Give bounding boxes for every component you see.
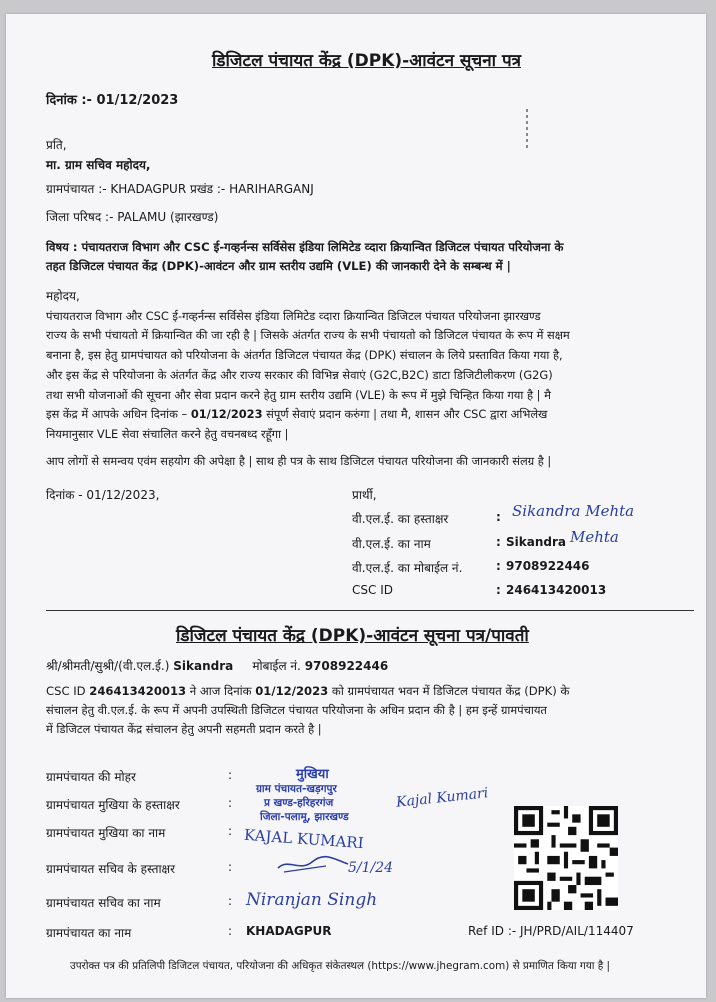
receipt-mobile-value: 9708922446 (304, 659, 389, 673)
to-label: प्रति, (46, 138, 67, 152)
body-line-6 (46, 407, 547, 422)
body-line-6-date: 01/12/2023 (190, 407, 263, 421)
section-divider (46, 610, 694, 611)
vle-name-colon: : (496, 535, 501, 549)
to-addressee: मा. ग्राम सचिव महोदय, (46, 158, 151, 172)
gp-head-signature-handwritten: Kajal Kumari (395, 785, 489, 811)
receipt-title: डिजिटल पंचायत केंद्र (DPK)-आवंटन सूचना पत्र/पावती (176, 626, 529, 646)
receipt-date: 01/12/2023 (255, 684, 329, 698)
body-line-4: और इस केंद्र से परियोजना के अंतर्गत केंद्र और राज्य सरकार की विभिन्न सेवाएं (G2C,B2C) डाटा डिजिटीलीकरण (G2G) (46, 368, 553, 382)
body-line-6-a: इस केंद्र में आपके अधिन दिनांक – (46, 407, 191, 421)
vle-mobile-label: वी.एल.ई. का मोबाईल नं. (352, 561, 463, 575)
body-line-8: आप लोगों से समन्वय एवंम सहयोग की अपेक्षा है | साथ ही पत्र के साथ डिजिटल पंचायत परियोजना की जानकारी संलग्र है | (46, 454, 552, 468)
gp-name-label: ग्रामपंचायत का नाम (46, 926, 132, 940)
letter-date: दिनांक :- 01/12/2023 (46, 93, 179, 108)
body-line-5: तथा सभी योजनाओं की सूचना और सेवा प्रदान करने हेतु ग्राम स्तरीय उद्यमि (VLE) के रूप में मुझे चिन्हित किया गया है | मै (46, 388, 551, 402)
qr-code (514, 806, 618, 910)
vle-name-value: Sikandra (506, 535, 566, 549)
receipt-vle-line (46, 657, 388, 674)
gp-seal-label: ग्रामपंचायत की मोहर (46, 770, 136, 784)
receipt-text-a: ने आज दिनांक (186, 684, 256, 698)
body-line-3: बनाना है, इस हेतु ग्रामपंचायत को परियोजना के अंतर्गत डिजिटल पंचायत केंद्र (DPK) संचालन के लिये प्रस्तावित किया गया है, (46, 348, 563, 362)
salutation: महोदय, (46, 289, 80, 303)
vle-csc-label: CSC ID (352, 583, 393, 597)
letter-page (6, 14, 706, 998)
gp-head-name-label: ग्रामपंचायत मुखिया का नाम (46, 826, 166, 840)
gp-secretary-signature-scribble (274, 852, 354, 876)
panchayat-line: ग्रामपंचायत :- KHADAGPUR प्रखंड :- HARIHARGANJ (46, 182, 314, 196)
letter-title: डिजिटल पंचायत केंद्र (DPK)-आवंटन सूचना पत्र (212, 51, 522, 71)
vle-mobile-colon: : (496, 559, 501, 573)
gp-secretary-name-colon: : (228, 894, 233, 908)
gp-head-signature-colon: : (228, 796, 233, 810)
gp-name-colon: : (228, 924, 233, 938)
vle-name-label: वी.एल.ई. का नाम (352, 537, 431, 551)
vle-signature-label: वी.एल.ई. का हस्ताक्षर (352, 512, 449, 526)
vle-csc-value: 246413420013 (506, 583, 607, 597)
receipt-csc-label: CSC ID (46, 684, 90, 698)
gp-secretary-signature-date: 5/1/24 (348, 860, 394, 876)
footer-note: उपरोक्त पत्र की प्रतिलिपी डिजिटल पंचायत, परियोजना की अधिकृत संकेतस्थल (https://www.jhegram.com) से प्रमाणित किया गया है | (70, 960, 611, 972)
gp-head-name-colon: : (228, 824, 233, 838)
receipt-vle-prefix: श्री/श्रीमती/सुश्री/(वी.एल.ई.) (46, 659, 174, 673)
gp-secretary-signature-colon: : (228, 860, 233, 874)
gp-secretary-name-handwritten: Niranjan Singh (246, 890, 378, 910)
district-line: जिला परिषद :- PALAMU (झारखण्ड) (46, 210, 219, 224)
receipt-vle-name: Sikandra (173, 659, 234, 673)
receipt-text-b: को ग्रामपंचायत भवन में डिजिटल पंचायत केंद्र (DPK) के (328, 684, 570, 698)
body-line-6-b: संपूर्ण सेवाएं प्रदान करुंगा | तथा मै, शासन और CSC द्वारा अभिलेख (262, 407, 548, 421)
receipt-line-3: में डिजिटल पंचायत केंद्र संचालन हेतु अपनी सहमती प्रदान करते है | (46, 722, 322, 736)
reference-id: Ref ID :- JH/PRD/AIL/114407 (468, 924, 634, 938)
gp-secretary-name-label: ग्रामपंचायत सचिव का नाम (46, 896, 161, 910)
receipt-csc-value: 246413420013 (89, 684, 187, 698)
applicant-label: प्रार्थी, (352, 488, 377, 502)
gp-head-name-handwritten: KAJAL KUMARI (243, 825, 365, 853)
body-line-1: पंचायतराज विभाग और CSC ई-गव्हर्नन्स सर्विसेस इंडिया लिमिटेड व्दारा क्रियान्वित डिजिटल पंचायत परियोजना झारखण्ड (46, 309, 541, 323)
receipt-line-2: संचालन हेतु वी.एल.ई. के रूप में अपनी उपस्थिती डिजिटल पंचायत परियोजना के अधिन प्रदान की है | हम इन्हें ग्रामपंचायत (46, 703, 547, 717)
vle-csc-colon: : (496, 583, 501, 597)
body-line-2: राज्य के सभी पंचायतो में क्रियान्वित की जा रही है | जिसके अंतर्गत राज्य के सभी पंचायतो को डिजिटल पंचायत के रूप में सक्षम (46, 328, 570, 342)
punch-marks (526, 109, 528, 149)
receipt-mobile-label: मोबाईल नं. (252, 659, 305, 673)
gp-head-signature-label: ग्रामपंचायत मुखिया के हस्ताक्षर (46, 798, 180, 812)
vle-signature-colon: : (496, 510, 501, 524)
stamp-line-3: प्र खण्ड-हरिहरगंज (264, 797, 334, 809)
gp-name-value: KHADAGPUR (246, 924, 332, 938)
gp-seal-colon: : (228, 768, 233, 782)
vle-signature-handwritten: Sikandra Mehta (512, 502, 635, 520)
vle-name-handwritten: Mehta (570, 528, 619, 546)
stamp-line-4: जिला-पलामू, झारखण्ड (260, 811, 349, 823)
closing-date: दिनांक - 01/12/2023, (46, 488, 160, 502)
stamp-line-2: ग्राम पंचायत-खड़गपुर (256, 783, 337, 795)
body-line-7: नियमानुसार VLE सेवा संचालित करने हेतु वचनबध्द रहूँगा | (46, 427, 289, 441)
subject-line-2: तहत डिजिटल पंचायत केंद्र (DPK)-आवंटन और ग्राम स्तरीय उद्यमि (VLE) की जानकारी देने के सम्बन्ध में | (46, 259, 511, 273)
subject-line-1: विषय : पंचायतराज विभाग और CSC ई-गव्हर्नन्स सर्विसेस इंडिया लिमिटेड व्दारा क्रियान्वित डिजिटल पंचायत परियोजना के (46, 240, 564, 254)
vle-mobile-value: 9708922446 (506, 559, 590, 573)
receipt-line-1 (46, 684, 569, 699)
gp-secretary-signature-label: ग्रामपंचायत सचिव के हस्ताक्षर (46, 862, 176, 876)
stamp-line-1: मुखिया (296, 767, 329, 782)
